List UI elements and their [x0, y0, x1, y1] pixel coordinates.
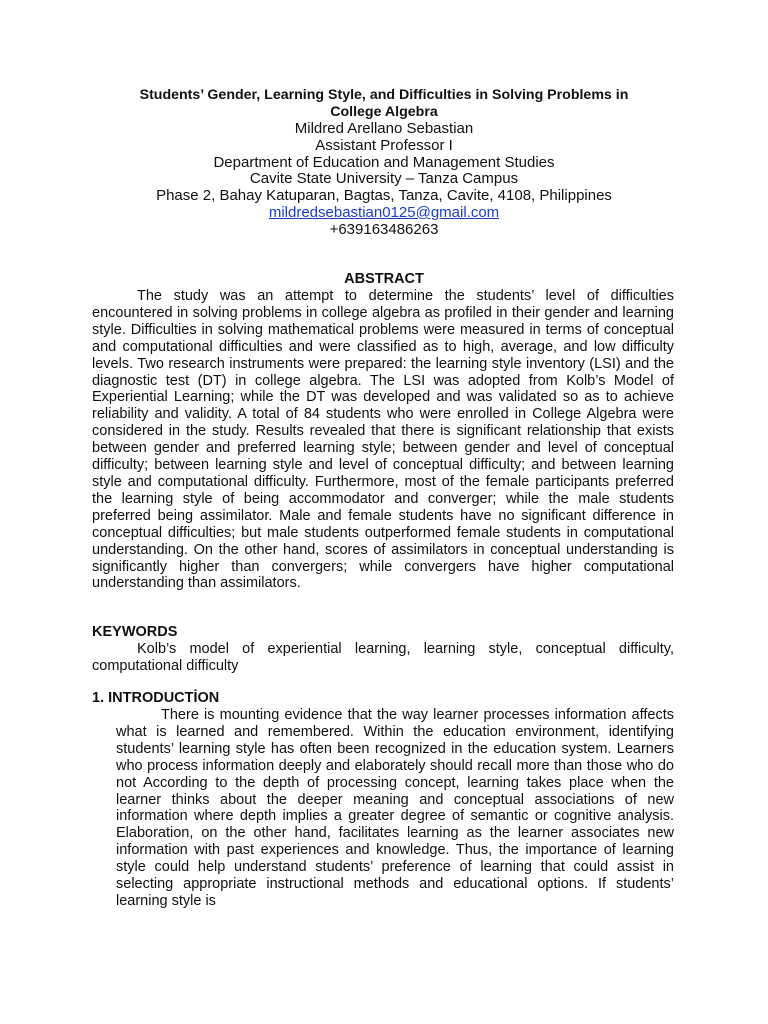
title-line-2: College Algebra — [330, 104, 438, 120]
keywords-text: Kolb’s model of experiential learning, learning style, conceptual difficulty, computational difficulty — [92, 641, 674, 674]
title-line-1: Students’ Gender, Learning Style, and Difficulties in Solving Problems in — [139, 87, 629, 103]
abstract-heading: ABSTRACT — [344, 271, 424, 287]
paper-title — [90, 87, 678, 121]
author-block — [90, 121, 678, 239]
author-position: Assistant Professor I — [315, 136, 453, 154]
author-name: Mildred Arellano Sebastian — [294, 120, 474, 137]
author-phone: +639163486263 — [329, 220, 439, 238]
introduction-heading: 1. INTRODUCTİON — [92, 690, 220, 706]
author-university: Cavite State University – Tanza Campus — [249, 170, 519, 188]
introduction-text: There is mounting evidence that the way learner processes information affects what is learned and remembered. Within the education environment, identifying students’ learning style has often been recognized in the education system. Learners who process information deeply and elaborately should recall more than those who do not According to the depth of processing concept, learning takes place when the learner thinks about the deeper meaning and conceptual associations of new information where depth implies a greater degree of semantic or cognitive analysis. Elaboration, on the other hand, facilitates learning as the learner associates new information with past experiences and knowledge. Thus, the importance of learning style could help understand students’ preference of learning that could assist in selecting appropriate instructional methods and educational options. If students’ learning style is — [116, 707, 674, 909]
author-email-link[interactable]: mildredsebastian0125@gmail.com — [268, 203, 500, 221]
keywords-body — [92, 641, 674, 675]
abstract-text: The study was an attempt to determine the students’ level of difficulties encountered in solving problems in college algebra as profiled in their gender and learning style. Difficulties in solving mathematical problems were measured in terms of conceptual and computational difficulties and were classified as to high, average, and low difficulty levels. Two research instruments were prepared: the learning style inventory (LSI) and the diagnostic test (DT) in college algebra. The LSI was adopted from Kolb’s Model of Experiential Learning; while the DT was developed and was validated so as to achieve reliability and validity. A total of 84 students who were enrolled in College Algebra were considered in the study. Results revealed that there is significant relationship that exists between gender and preferred learning style; between gender and level of conceptual difficulty; between learning style and level of conceptual difficulty; and between learning style and computational difficulty. Furthermore, most of the female participants preferred the learning style of being accommodator and converger; while the male students preferred being assimilator. Male and female students have no significant difference in conceptual difficulties; but male students outperformed female students in computational understanding. On the other hand, scores of assimilators in conceptual understanding is significantly higher than convergers; while convergers have higher computational understanding than assimilators. — [92, 288, 674, 592]
author-department: Department of Education and Management Studies — [213, 153, 555, 171]
abstract-body — [92, 288, 674, 592]
introduction-body — [116, 707, 674, 910]
author-address: Phase 2, Bahay Katuparan, Bagtas, Tanza, Cavite, 4108, Philippines — [156, 187, 612, 205]
keywords-heading: KEYWORDS — [92, 624, 178, 640]
